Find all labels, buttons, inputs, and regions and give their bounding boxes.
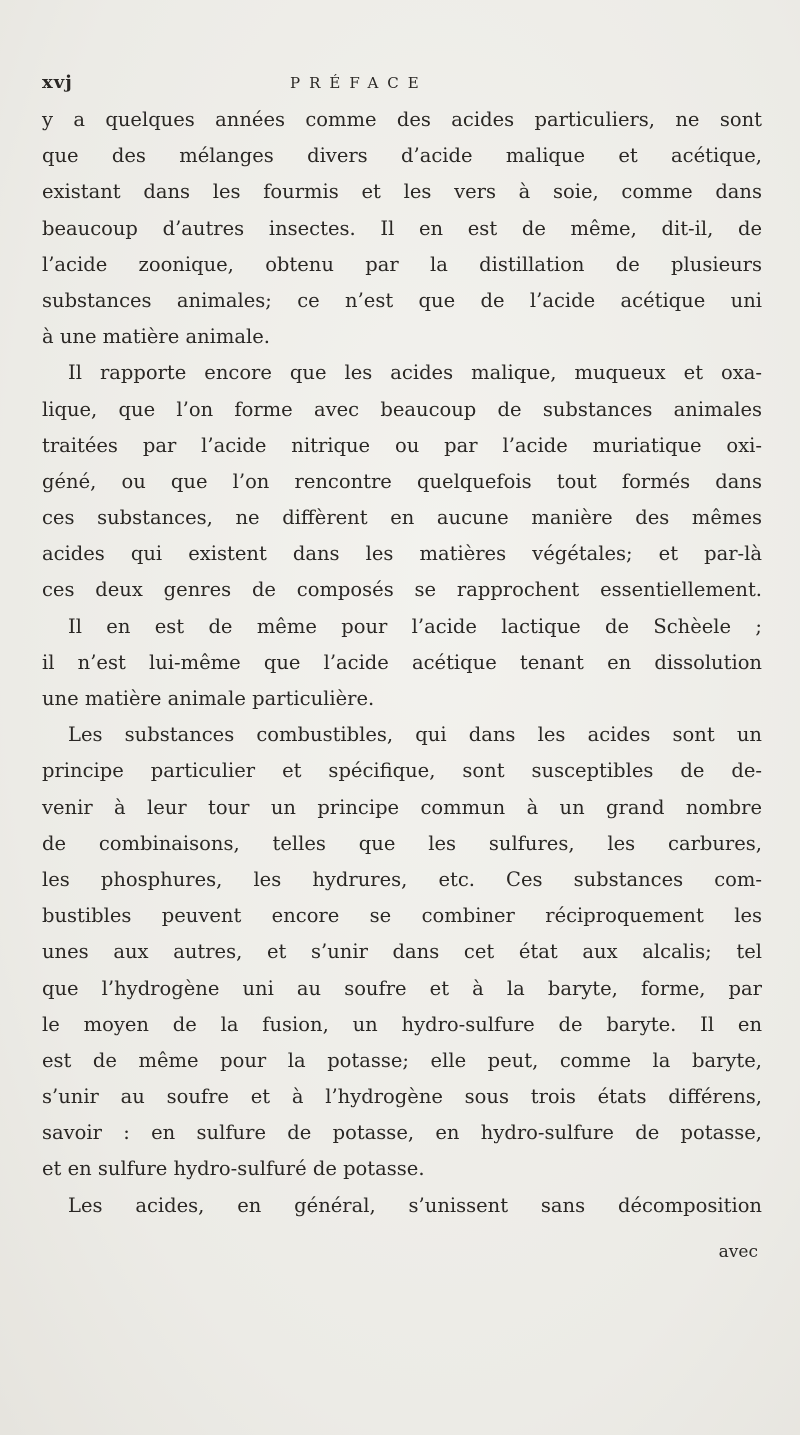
text-line: traitées par l’acide nitrique ou par l’acide muriatique oxi- (42, 433, 762, 457)
text-line: Les acides, en général, s’unissent sans décomposition (68, 1193, 762, 1217)
running-head: PRÉFACE (290, 74, 428, 92)
text-line: ces deux genres de composés se rapprochent essentiellement. (42, 578, 762, 602)
text-line: existant dans les fourmis et les vers à soie, comme dans (42, 180, 762, 204)
catchword: avec (718, 1242, 758, 1262)
text-line: Il rapporte encore que les acides malique, muqueux et oxa- (68, 361, 762, 385)
page-number: xvj (42, 72, 73, 93)
text-line: et en sulfure hydro-sulfuré de potasse. (42, 1157, 425, 1181)
text-line: bustibles peuvent encore se combiner réciproquement les (42, 904, 762, 928)
text-line: lique, que l’on forme avec beaucoup de substances animales (42, 397, 762, 421)
text-line: beaucoup d’autres insectes. Il en est de même, dit-il, de (42, 216, 762, 240)
text-line: de combinaisons, telles que les sulfures, les carbures, (42, 831, 762, 855)
text-line: une matière animale particulière. (42, 687, 375, 710)
text-line: les phosphures, les hydrures, etc. Ces substances com- (42, 867, 762, 891)
body-text (42, 102, 762, 1224)
text-line: unes aux autres, et s’unir dans cet état aux alcalis; tel (42, 940, 762, 964)
text-line: que l’hydrogène uni au soufre et à la baryte, forme, par (42, 976, 762, 1000)
text-line: l’acide zoonique, obtenu par la distillation de plusieurs (42, 252, 762, 276)
text-line: le moyen de la fusion, un hydro-sulfure de baryte. Il en (42, 1012, 762, 1036)
page-header (42, 72, 762, 100)
text-line: géné, ou que l’on rencontre quelquefois tout formés dans (42, 469, 762, 493)
text-line: à une matière animale. (42, 325, 270, 349)
text-line: principe particulier et spécifique, sont susceptibles de de- (42, 759, 762, 783)
text-line: s’unir au soufre et à l’hydrogène sous trois états différens, (42, 1085, 762, 1109)
text-line: Les substances combustibles, qui dans les acides sont un (68, 723, 762, 747)
text-line: acides qui existent dans les matières végétales; et par-là (42, 542, 762, 566)
text-line: Il en est de même pour l’acide lactique de Schèele ; (68, 614, 762, 638)
text-line: ces substances, ne diffèrent en aucune manière des mêmes (42, 506, 762, 530)
text-line: il n’est lui-même que l’acide acétique tenant en dissolution (42, 650, 762, 674)
text-line: que des mélanges divers d’acide malique et acétique, (42, 144, 762, 168)
text-line: savoir : en sulfure de potasse, en hydro-sulfure de potasse, (42, 1121, 762, 1145)
text-line: venir à leur tour un principe commun à un grand nombre (42, 795, 762, 819)
text-line: est de même pour la potasse; elle peut, comme la baryte, (42, 1048, 762, 1072)
text-line: substances animales; ce n’est que de l’acide acétique uni (42, 288, 762, 312)
text-line: y a quelques années comme des acides particuliers, ne sont (42, 108, 762, 131)
